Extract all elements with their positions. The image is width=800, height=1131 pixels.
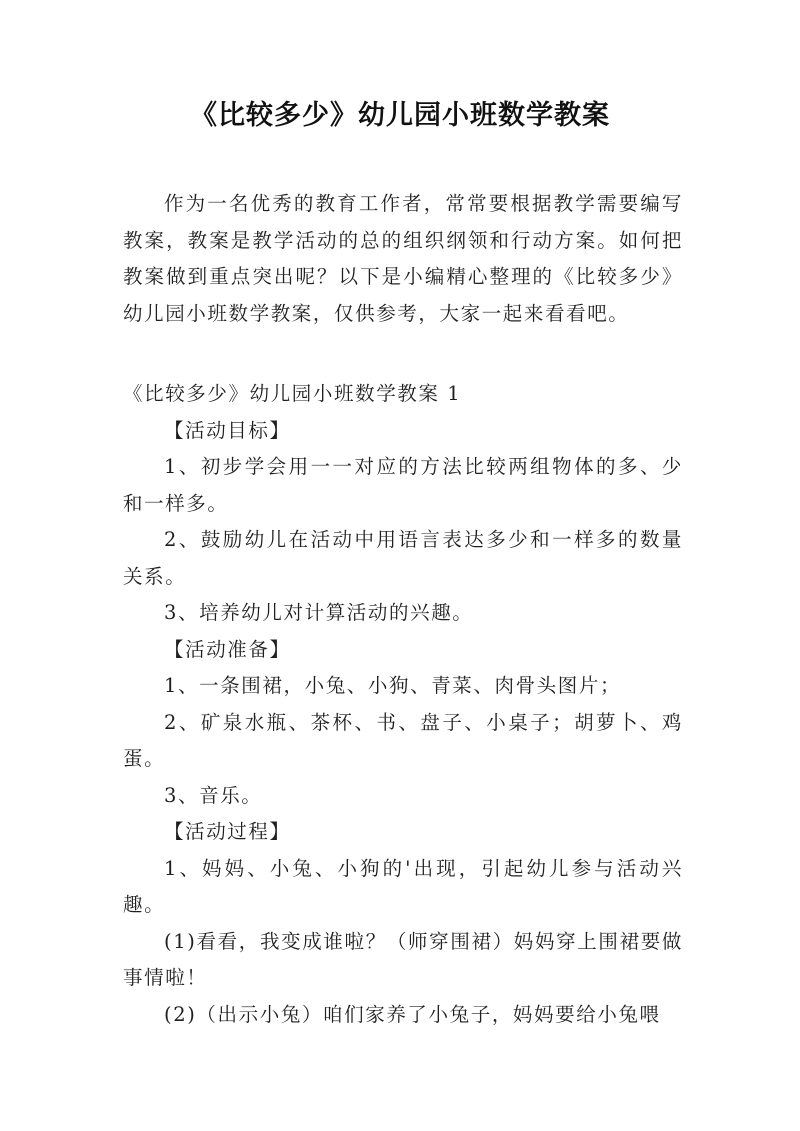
intro-paragraph: 作为一名优秀的教育工作者，常常要根据教学需要编写教案，教案是教学活动的总的组织纲领和行动方案。如何把教案做到重点突出呢？以下是小编精心整理的《比较多少》幼儿园小班数学教案，仅供参考，大家一起来看看吧。 — [123, 192, 683, 325]
goal-item-2: 2、鼓励幼儿在活动中用语言表达多少和一样多的数量关系。 — [123, 528, 683, 588]
prep-item-3: 3、音乐。 — [164, 783, 263, 807]
prep-item-2: 2、矿泉水瓶、茶杯、书、盘子、小桌子；胡萝卜、鸡蛋。 — [123, 710, 683, 770]
section-heading-goals: 【活动目标】 — [164, 418, 291, 442]
section-heading-preparation: 【活动准备】 — [164, 637, 291, 661]
prep-item-1: 1、一条围裙，小兔、小狗、青菜、肉骨头图片； — [164, 674, 622, 697]
document-title: 《比较多少》幼儿园小班数学教案 — [190, 100, 610, 131]
process-substep-2: (2)（出示小兔）咱们家养了小兔子，妈妈要给小兔喂 — [164, 1002, 661, 1026]
process-substep-1: (1)看看，我变成谁啦？（师穿围裙）妈妈穿上围裙要做事情啦！ — [123, 929, 683, 989]
section-heading-process: 【活动过程】 — [164, 820, 291, 843]
goal-item-1: 1、初步学会用一一对应的方法比较两组物体的多、少和一样多。 — [123, 455, 683, 515]
goal-item-3: 3、培养幼儿对计算活动的兴趣。 — [164, 601, 474, 624]
lesson-plan-content — [123, 376, 683, 1033]
lesson-subtitle: 《比较多少》幼儿园小班数学教案 1 — [123, 382, 462, 405]
process-step-1: 1、妈妈、小兔、小狗的'出现，引起幼儿参与活动兴趣。 — [123, 856, 683, 916]
